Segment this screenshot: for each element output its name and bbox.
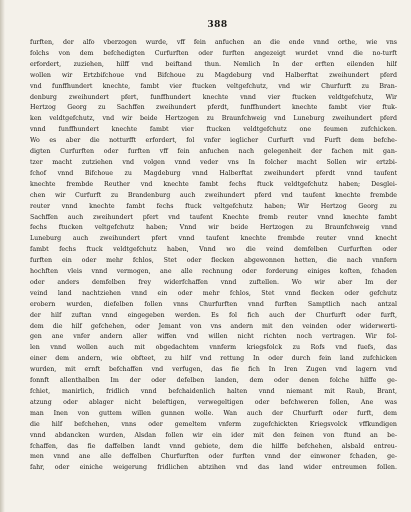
text-line: reuter vnnd knechte fambt fechs ftuck veltgefchutz haben; Wir Hertzog Georg zu — [30, 202, 397, 210]
text-line: erobern wurden, diefelben follen vnns Churfurften vnnd furften Samptlich nach antzal — [30, 300, 397, 308]
text-line: atzung oder ablager nicht beleftigen, verwegeltigen oder befchweren follen, Ane was — [30, 398, 397, 406]
text-line: tzer macht zutziehen vnd volgen vnnd veder vns In folcher macht Sollen wir ertzbi- — [30, 158, 397, 166]
text-line: vnnd abdancken wurden, Alsdan follen wir ein ider mit den feinen von ftund an be- — [30, 431, 397, 439]
text-line: Luneburg auch zweihundert pfert vnnd taufent knechte frembde reuter vnnd knecht — [30, 235, 397, 243]
text-line: digten Curfurften oder furften vff fein anfuchen nach gelegenheit der fachen mit gan- — [30, 148, 397, 156]
text-line: vnnd funffhundert knechte fambt vier ftucken veldtgefchutz one feumen zufchicken. — [30, 126, 397, 134]
text-line: fchaffen, das fie daffelben landt vnnd gebiete, dem die hilffe befchehen, alsbald entreu- — [30, 442, 397, 450]
text-line: veind land nachtziehen vnnd ein oder mehr fchlos, Stet vnnd flecken oder gefchutz — [30, 289, 397, 297]
text-line: fambt fechs ftuck veldtgefchutz haben, Vnnd wo die veind demfelben Curfurften oder — [30, 246, 397, 254]
text-line: fonnft allenthalben Im der oder defelben landen, dem oder denen folche hilffe ge- — [30, 377, 397, 385]
text-line: der hilf zuftan vnnd eingegeben werden. Es fol fich auch der Churfurft oder furft, — [30, 311, 397, 319]
text-line: ken veldtgefchutz, vnd wir beide Hertzogen zu Braunfchweig vnd Luneburg zweihundert pferd — [30, 115, 397, 123]
text-line: Wo es aber die notturfft erfordert, fol vnfer ieglicher Curfurft vnd Furft dem befche- — [30, 137, 397, 145]
text-line: dem die hilf gefchehen, oder Jemant von vns andern mit den veinden oder widerwerti- — [30, 322, 397, 330]
text-line: furften, der alfo vberzogen wurde, vff fein anfuchen an die ende vnnd orthe, wie vns — [30, 39, 397, 46]
text-line: denburg zweihundert pfert, funffhundert knechte vnnd vier ftucken veldtgefchutz, Wir — [30, 93, 397, 101]
text-line: erfordert, zuziehen, hilff vnd beiftand thun. Nemlich In der erften eilenden hilf — [30, 60, 397, 68]
text-line: len vnnd wollen auch mit obgedachtem vnnferm kriegsfolck zu Rofs vnd fuefs, das — [30, 344, 397, 352]
text-line: knechte frembde Reuther vnd knechte fambt fechs ftuck veldtgefchutz haben; Desglei- — [30, 180, 397, 188]
text-line: folchs von dem befchedigten Curfurften oder furften angezeigt wurdet vnnd die no-turft — [30, 49, 397, 57]
text-line: furften ein oder mehr fchlos, Stet oder flecken abgewonnen hetten, die nach vnnfern — [30, 257, 397, 265]
text-line: wurden, mit ernft befchaffen vnd verfugen, das fie fich In Iren Zugen vnd lagern vnd — [30, 366, 397, 374]
text-line: Hertzog Georg zu Sachffen zweihundert pferdt, funffhundert knechte fambt vier ftuk- — [30, 104, 397, 112]
text-line: chen wir Curfurft zu Brandenburg auch zweihundert pferd vnd taufent knechte frembde — [30, 191, 397, 199]
page-edge-shadow — [0, 0, 5, 512]
text-line: Sachffen auch zweihundert pfert vnd taufent Knechte fremb reuter vnnd knechte fambt — [30, 213, 397, 221]
text-line: hochften vleis vnnd vermogen, ane alle rechnung oder forderung einiges koften, fchaden — [30, 268, 397, 276]
text-line: men vnnd ane alle deffelben Churfurften oder furften vnnd der einwoner fchaden, ge- — [30, 453, 397, 461]
page-number: 388 — [207, 20, 228, 30]
text-line: gen ane vnfer andern aller wiffen vnd willen nicht richten noch vertragen. Wir fol- — [30, 333, 397, 341]
text-line: man Inen von guttem willen gunnen wolle. Wan auch der Churfurft oder furft, dem — [30, 409, 397, 417]
text-line: wollen wir Ertzbifchoue vnd Bifchoue zu Magdeburg vnd Halberftat zweihundert pferd — [30, 71, 397, 79]
text-line: fchof vnnd Bifchoue zu Magdeburg vnnd Halberftat zweihundert pferdt vnnd taufent — [30, 169, 397, 177]
text-line: fahr, oder einiche weigerung fridlichen abtzihen vnd das land wider entreumen follen. — [30, 464, 397, 472]
text-line: vnd funffhundert knechte, fambt vier ftucken veltgefchutz, vnd wir Churfurft zu Bran- — [30, 82, 397, 90]
text-line: oder anders demfelben frey widerfchaffen vnnd zuftellen. Wo wir aber Im der — [30, 278, 397, 286]
body-text — [30, 38, 397, 474]
text-line: fchiet, manirlich, fridlich vnnd befchaidenlich halten vnnd niemant mit Raub, Brant, — [30, 388, 397, 395]
text-line: die hilf befchehen, vnns oder gemeltem vnferm zugefchickten Kriegsvolck vffkundigen — [30, 420, 397, 428]
text-line: einer dem andern, wie obfteet, zu hilf vnd rettung In oder durch fein land zufchicken — [30, 355, 397, 363]
text-line: fechs ftucken veltgefchutz haben; Vnnd wir beide Hertzogen zu Braunfchweig vnnd — [30, 224, 397, 232]
